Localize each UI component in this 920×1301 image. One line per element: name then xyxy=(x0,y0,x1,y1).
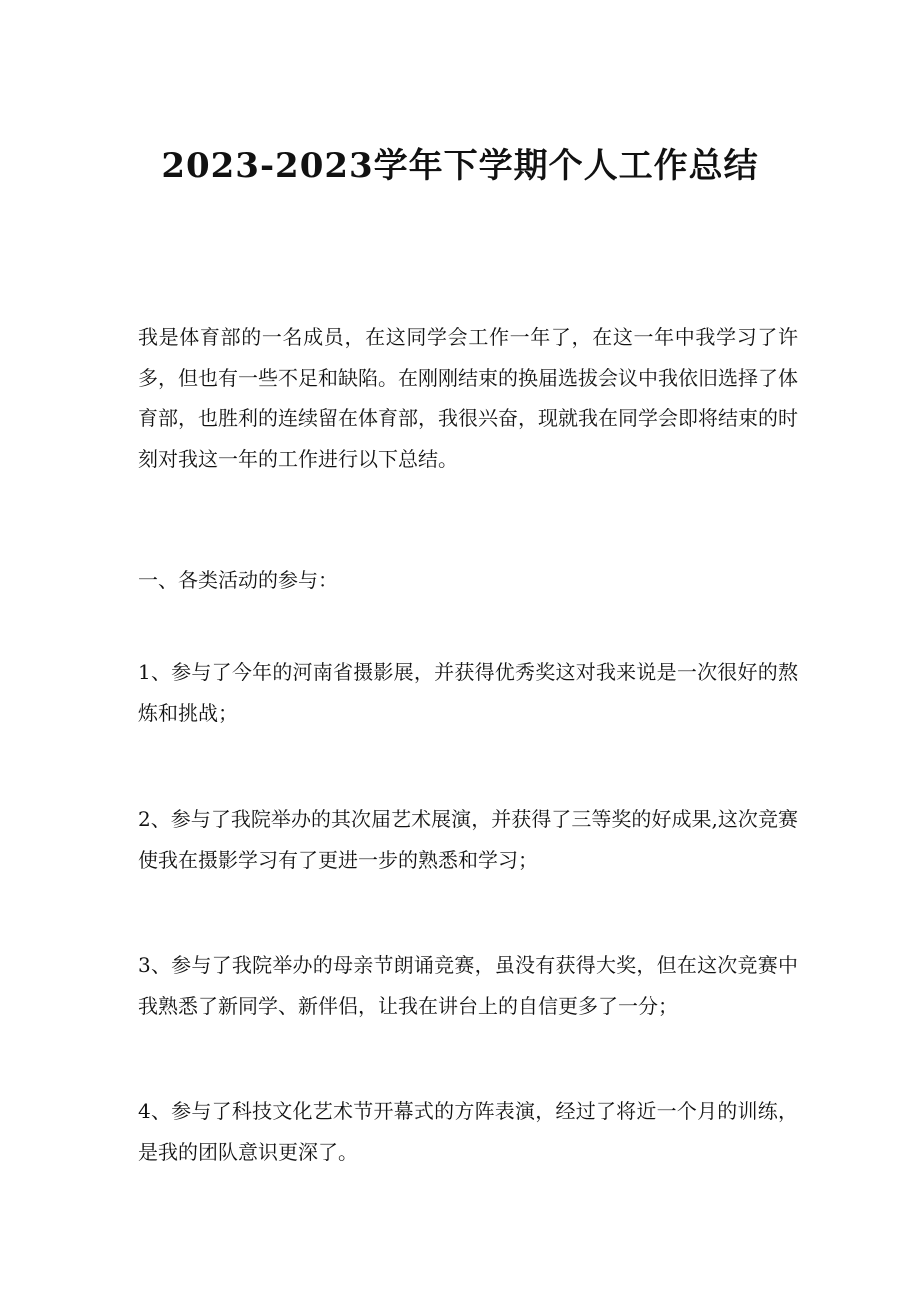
list-item: 3、参与了我院举办的母亲节朗诵竞赛，虽没有获得大奖，但在这次竞赛中我熟悉了新同学、新伴侣，让我在讲台上的自信更多了一分； xyxy=(138,953,798,1018)
section-heading: 一、各类活动的参与： xyxy=(138,568,338,592)
intro-paragraph: 我是体育部的一名成员，在这同学会工作一年了，在这一年中我学习了许多，但也有一些不足和缺陷。在刚刚结束的换届选拔会议中我依旧选择了体育部，也胜利的连续留在体育部，我很兴奋，现就我在同学会即将结束的时刻对我这一年的工作进行以下总结。 xyxy=(138,325,798,471)
document-title: 2023-2023学年下学期个人工作总结 xyxy=(161,146,759,186)
list-item: 4、参与了科技文化艺术节开幕式的方阵表演，经过了将近一个月的训练，是我的团队意识更深了。 xyxy=(138,1099,798,1164)
list-item: 1、参与了今年的河南省摄影展，并获得优秀奖这对我来说是一次很好的熬炼和挑战； xyxy=(138,660,798,725)
list-item: 2、参与了我院举办的其次届艺术展演，并获得了三等奖的好成果,这次竞赛使我在摄影学习有了更进一步的熟悉和学习； xyxy=(138,807,798,872)
